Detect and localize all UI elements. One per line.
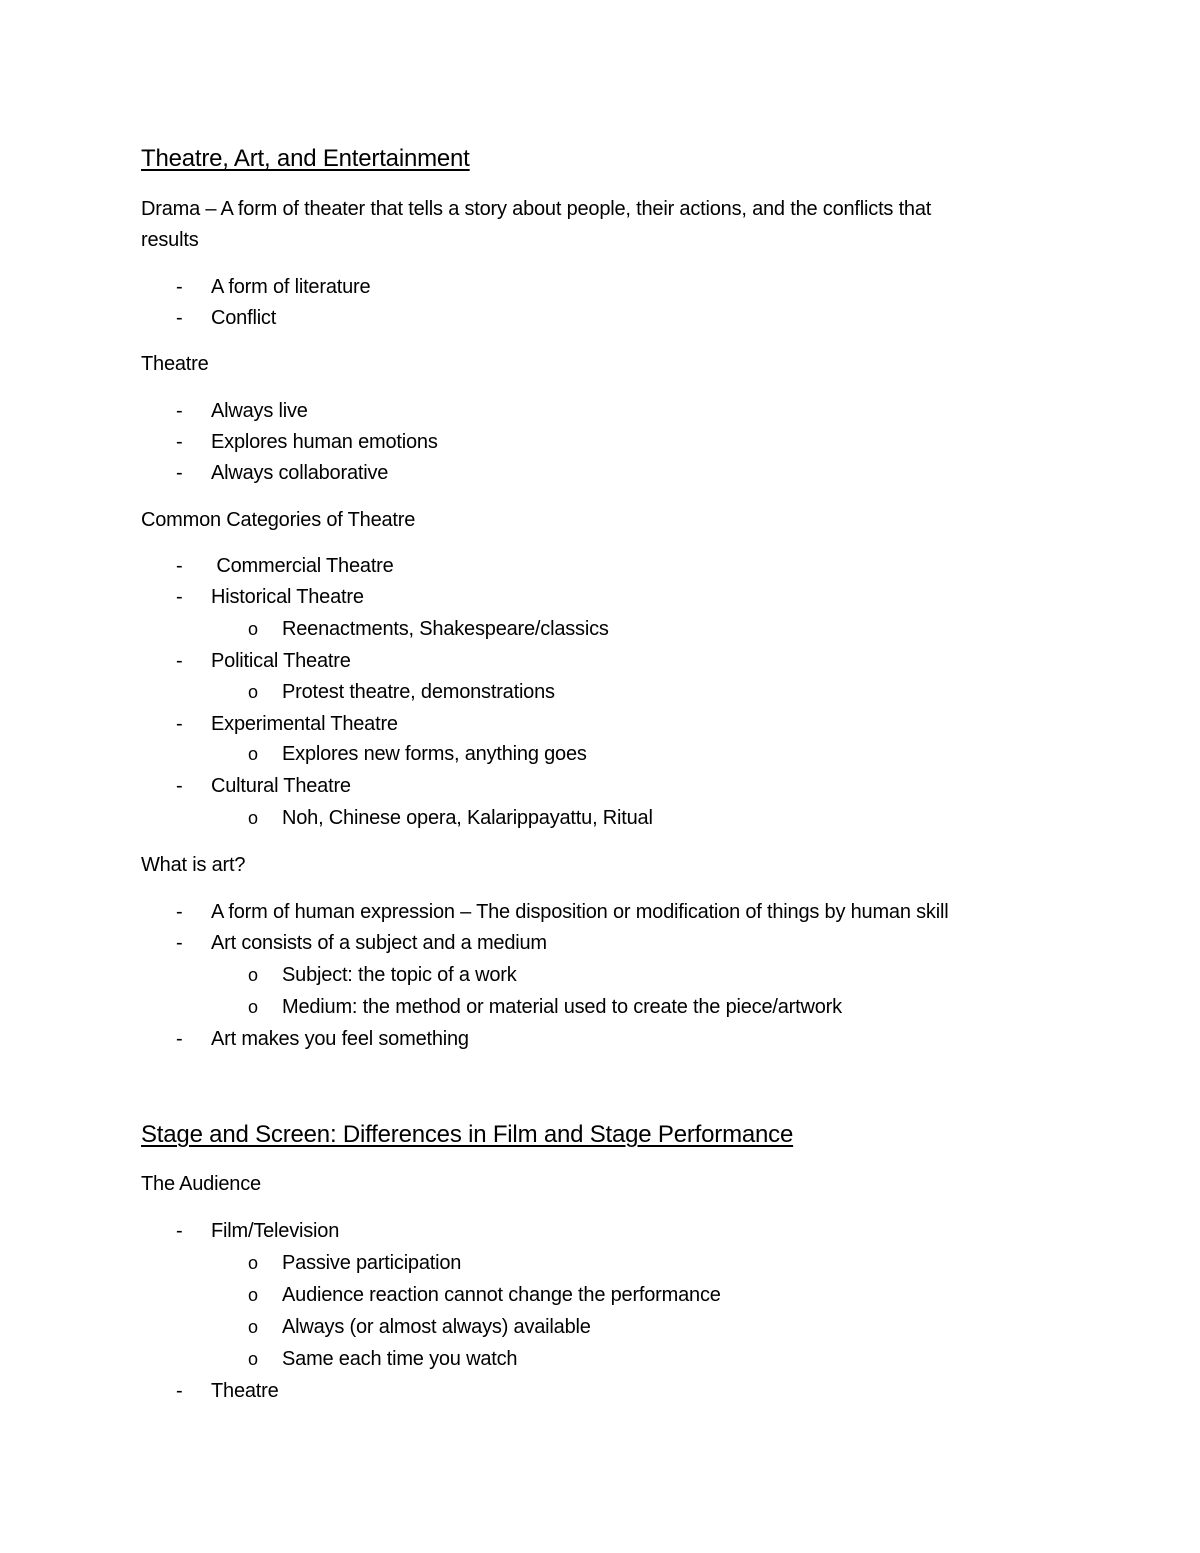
dash-bullet: - [176, 431, 183, 453]
dash-bullet: - [176, 775, 183, 797]
list-item: Political Theatre [211, 650, 351, 672]
circle-bullet: o [248, 1317, 259, 1337]
list-item: Always live [211, 400, 308, 422]
drama-definition-line-2: results [141, 229, 199, 251]
circle-bullet: o [248, 808, 259, 828]
dash-bullet: - [176, 1220, 183, 1242]
dash-bullet: - [176, 1028, 183, 1050]
theatre-heading: Theatre [141, 353, 209, 375]
list-item: Commercial Theatre [211, 555, 394, 577]
circle-bullet: o [248, 1253, 259, 1273]
dash-bullet: - [176, 713, 183, 735]
sub-list-item: Medium: the method or material used to create the piece/artwork [282, 996, 842, 1018]
categories-heading: Common Categories of Theatre [141, 509, 416, 531]
sub-list-item: Noh, Chinese opera, Kalarippayattu, Ritual [282, 807, 653, 829]
list-item: A form of human expression – The disposition or modification of things by human skill [211, 901, 949, 923]
circle-bullet: o [248, 1285, 259, 1305]
sub-list-item: Same each time you watch [282, 1348, 518, 1370]
list-item: Always collaborative [211, 462, 389, 484]
sub-list-item: Passive participation [282, 1252, 462, 1274]
dash-bullet: - [176, 462, 183, 484]
sub-list-item: Subject: the topic of a work [282, 964, 517, 986]
dash-bullet: - [176, 400, 183, 422]
dash-bullet: - [176, 901, 183, 923]
list-item: Explores human emotions [211, 431, 438, 453]
dash-bullet: - [176, 555, 183, 577]
list-item: Historical Theatre [211, 586, 364, 608]
dash-bullet: - [176, 307, 183, 329]
circle-bullet: o [248, 619, 259, 639]
circle-bullet: o [248, 997, 259, 1017]
dash-bullet: - [176, 1380, 183, 1402]
list-item: Cultural Theatre [211, 775, 351, 797]
circle-bullet: o [248, 1349, 259, 1369]
list-item: A form of literature [211, 276, 371, 298]
sub-list-item: Reenactments, Shakespeare/classics [282, 618, 609, 640]
dash-bullet: - [176, 276, 183, 298]
sub-list-item: Protest theatre, demonstrations [282, 681, 555, 703]
list-item: Art makes you feel something [211, 1028, 469, 1050]
circle-bullet: o [248, 744, 259, 764]
section-title-stage-and-screen: Stage and Screen: Differences in Film and Stage Performance [141, 1121, 794, 1148]
list-item: Conflict [211, 307, 277, 329]
audience-heading: The Audience [141, 1173, 261, 1195]
dash-bullet: - [176, 586, 183, 608]
sub-list-item: Explores new forms, anything goes [282, 743, 587, 765]
circle-bullet: o [248, 965, 259, 985]
sub-list-item: Always (or almost always) available [282, 1316, 591, 1338]
list-item: Art consists of a subject and a medium [211, 932, 547, 954]
circle-bullet: o [248, 682, 259, 702]
dash-bullet: - [176, 932, 183, 954]
drama-definition-line-1: Drama – A form of theater that tells a story about people, their actions, and the conflicts that [141, 198, 932, 220]
dash-bullet: - [176, 650, 183, 672]
list-item: Experimental Theatre [211, 713, 398, 735]
sub-list-item: Audience reaction cannot change the performance [282, 1284, 721, 1306]
list-item: Film/Television [211, 1220, 340, 1242]
list-item: Theatre [211, 1380, 279, 1402]
art-heading: What is art? [141, 854, 246, 876]
section-title-theatre-art-entertainment: Theatre, Art, and Entertainment [141, 145, 470, 172]
